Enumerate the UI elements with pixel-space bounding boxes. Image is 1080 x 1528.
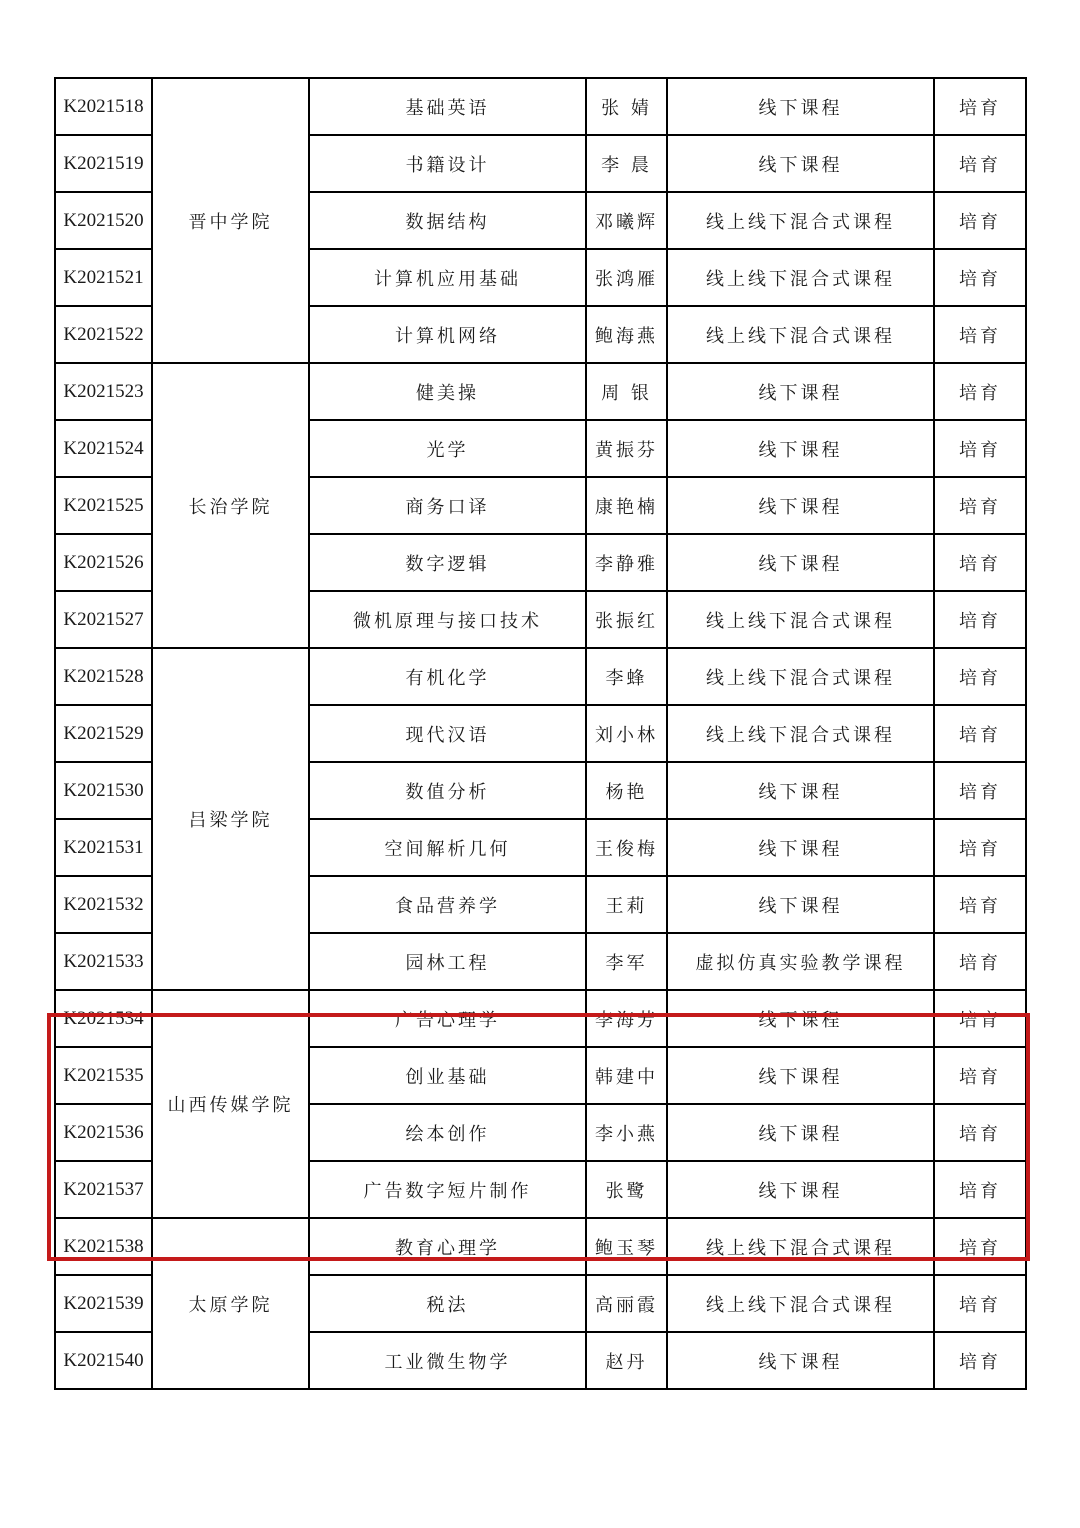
course-code-cell: K2021521	[55, 249, 152, 306]
course-type-cell: 线上线下混合式课程	[667, 249, 934, 306]
teacher-cell: 张振红	[586, 591, 667, 648]
status-cell: 培育	[934, 762, 1026, 819]
course-name-cell: 广告数字短片制作	[309, 1161, 586, 1218]
teacher-cell: 杨艳	[586, 762, 667, 819]
course-code-cell: K2021535	[55, 1047, 152, 1104]
course-name-cell: 现代汉语	[309, 705, 586, 762]
table-row	[55, 990, 1026, 1047]
status-cell: 培育	[934, 591, 1026, 648]
status-cell: 培育	[934, 876, 1026, 933]
teacher-cell: 韩建中	[586, 1047, 667, 1104]
course-code-cell: K2021536	[55, 1104, 152, 1161]
course-code-cell: K2021527	[55, 591, 152, 648]
course-name-cell: 商务口译	[309, 477, 586, 534]
course-code-cell: K2021526	[55, 534, 152, 591]
teacher-cell: 李静雅	[586, 534, 667, 591]
status-cell: 培育	[934, 1047, 1026, 1104]
course-name-cell: 基础英语	[309, 78, 586, 135]
course-name-cell: 绘本创作	[309, 1104, 586, 1161]
teacher-cell: 李军	[586, 933, 667, 990]
teacher-cell: 高丽霞	[586, 1275, 667, 1332]
teacher-cell: 刘小林	[586, 705, 667, 762]
course-code-cell: K2021540	[55, 1332, 152, 1389]
course-type-cell: 线下课程	[667, 78, 934, 135]
status-cell: 培育	[934, 705, 1026, 762]
course-code-cell: K2021537	[55, 1161, 152, 1218]
course-name-cell: 广告心理学	[309, 990, 586, 1047]
course-type-cell: 线下课程	[667, 1104, 934, 1161]
course-code-cell: K2021518	[55, 78, 152, 135]
course-name-cell: 书籍设计	[309, 135, 586, 192]
course-type-cell: 线下课程	[667, 135, 934, 192]
teacher-cell: 张鹭	[586, 1161, 667, 1218]
status-cell: 培育	[934, 1104, 1026, 1161]
status-cell: 培育	[934, 1218, 1026, 1275]
course-type-cell: 线上线下混合式课程	[667, 1218, 934, 1275]
course-code-cell: K2021534	[55, 990, 152, 1047]
course-name-cell: 工业微生物学	[309, 1332, 586, 1389]
course-code-cell: K2021530	[55, 762, 152, 819]
status-cell: 培育	[934, 363, 1026, 420]
course-code-cell: K2021525	[55, 477, 152, 534]
course-code-cell: K2021539	[55, 1275, 152, 1332]
course-name-cell: 有机化学	[309, 648, 586, 705]
course-code-cell: K2021520	[55, 192, 152, 249]
course-name-cell: 微机原理与接口技术	[309, 591, 586, 648]
status-cell: 培育	[934, 1275, 1026, 1332]
course-type-cell: 线上线下混合式课程	[667, 705, 934, 762]
teacher-cell: 张 婧	[586, 78, 667, 135]
course-type-cell: 线下课程	[667, 1047, 934, 1104]
teacher-cell: 邓曦辉	[586, 192, 667, 249]
course-type-cell: 线上线下混合式课程	[667, 306, 934, 363]
course-name-cell: 空间解析几何	[309, 819, 586, 876]
course-name-cell: 创业基础	[309, 1047, 586, 1104]
table-row	[55, 1218, 1026, 1275]
course-name-cell: 健美操	[309, 363, 586, 420]
status-cell: 培育	[934, 135, 1026, 192]
table-row	[55, 648, 1026, 705]
teacher-cell: 张鸿雁	[586, 249, 667, 306]
course-code-cell: K2021529	[55, 705, 152, 762]
teacher-cell: 鲍海燕	[586, 306, 667, 363]
course-type-cell: 线上线下混合式课程	[667, 1275, 934, 1332]
college-cell: 太原学院	[152, 1218, 309, 1389]
status-cell: 培育	[934, 534, 1026, 591]
course-type-cell: 线下课程	[667, 876, 934, 933]
course-name-cell: 教育心理学	[309, 1218, 586, 1275]
status-cell: 培育	[934, 78, 1026, 135]
course-name-cell: 数字逻辑	[309, 534, 586, 591]
course-type-cell: 线下课程	[667, 1161, 934, 1218]
course-type-cell: 线下课程	[667, 1332, 934, 1389]
course-type-cell: 线下课程	[667, 534, 934, 591]
course-name-cell: 食品营养学	[309, 876, 586, 933]
teacher-cell: 李蜂	[586, 648, 667, 705]
course-type-cell: 线上线下混合式课程	[667, 648, 934, 705]
course-type-cell: 线下课程	[667, 420, 934, 477]
teacher-cell: 赵丹	[586, 1332, 667, 1389]
course-code-cell: K2021522	[55, 306, 152, 363]
status-cell: 培育	[934, 249, 1026, 306]
course-name-cell: 光学	[309, 420, 586, 477]
teacher-cell: 黄振芬	[586, 420, 667, 477]
course-code-cell: K2021532	[55, 876, 152, 933]
teacher-cell: 鲍玉琴	[586, 1218, 667, 1275]
course-name-cell: 园林工程	[309, 933, 586, 990]
course-code-cell: K2021538	[55, 1218, 152, 1275]
table-body	[55, 78, 1026, 1389]
status-cell: 培育	[934, 477, 1026, 534]
course-code-cell: K2021531	[55, 819, 152, 876]
teacher-cell: 周 银	[586, 363, 667, 420]
status-cell: 培育	[934, 933, 1026, 990]
teacher-cell: 李海芳	[586, 990, 667, 1047]
teacher-cell: 康艳楠	[586, 477, 667, 534]
teacher-cell: 李小燕	[586, 1104, 667, 1161]
course-type-cell: 线下课程	[667, 363, 934, 420]
course-type-cell: 线下课程	[667, 990, 934, 1047]
college-cell: 长治学院	[152, 363, 309, 648]
status-cell: 培育	[934, 192, 1026, 249]
college-cell: 山西传媒学院	[152, 990, 309, 1218]
status-cell: 培育	[934, 990, 1026, 1047]
status-cell: 培育	[934, 819, 1026, 876]
course-name-cell: 计算机应用基础	[309, 249, 586, 306]
status-cell: 培育	[934, 1161, 1026, 1218]
course-code-cell: K2021533	[55, 933, 152, 990]
course-type-cell: 线上线下混合式课程	[667, 591, 934, 648]
college-cell: 晋中学院	[152, 78, 309, 363]
course-name-cell: 税法	[309, 1275, 586, 1332]
course-name-cell: 计算机网络	[309, 306, 586, 363]
college-cell: 吕梁学院	[152, 648, 309, 990]
course-name-cell: 数据结构	[309, 192, 586, 249]
course-type-cell: 线下课程	[667, 762, 934, 819]
status-cell: 培育	[934, 648, 1026, 705]
course-type-cell: 线下课程	[667, 819, 934, 876]
table-row	[55, 363, 1026, 420]
course-name-cell: 数值分析	[309, 762, 586, 819]
status-cell: 培育	[934, 1332, 1026, 1389]
course-code-cell: K2021524	[55, 420, 152, 477]
course-code-cell: K2021523	[55, 363, 152, 420]
course-type-cell: 线上线下混合式课程	[667, 192, 934, 249]
status-cell: 培育	[934, 306, 1026, 363]
status-cell: 培育	[934, 420, 1026, 477]
course-code-cell: K2021528	[55, 648, 152, 705]
course-type-cell: 线下课程	[667, 477, 934, 534]
teacher-cell: 王俊梅	[586, 819, 667, 876]
course-table	[54, 77, 1027, 1390]
teacher-cell: 王莉	[586, 876, 667, 933]
table-row	[55, 78, 1026, 135]
course-type-cell: 虚拟仿真实验教学课程	[667, 933, 934, 990]
course-code-cell: K2021519	[55, 135, 152, 192]
teacher-cell: 李 晨	[586, 135, 667, 192]
